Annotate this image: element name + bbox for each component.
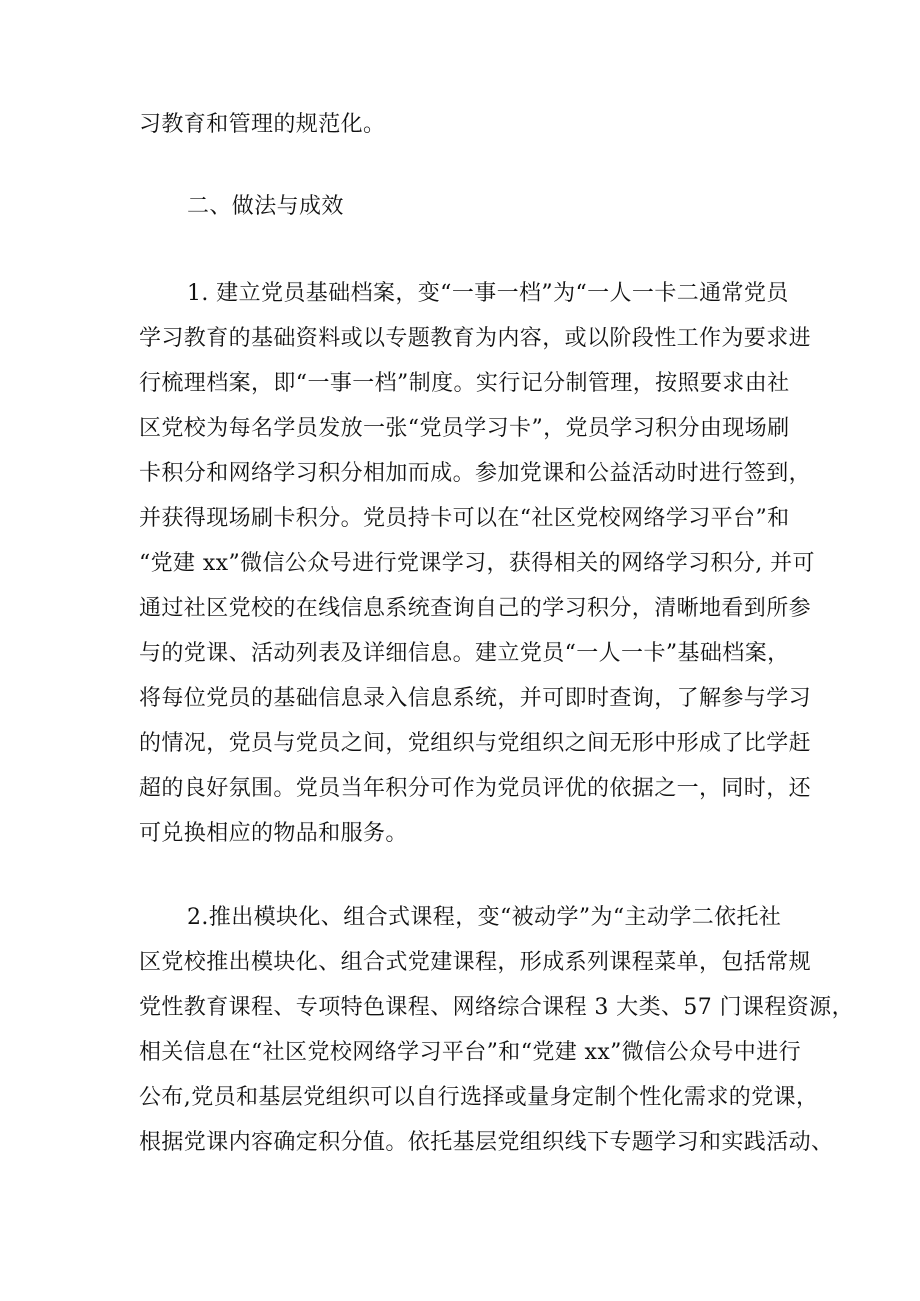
- intro-tail-line: 习教育和管理的规范化。: [139, 112, 386, 137]
- paragraph-line: 可兑换相应的物品和服务。: [139, 821, 408, 846]
- paragraph-line: 学习教育的基础资料或以专题教育为内容，或以阶段性工作为要求进: [139, 326, 812, 351]
- paragraph-line: 通过社区党校的在线信息系统查询自己的学习积分，清晰地看到所参: [139, 596, 812, 621]
- paragraph-line: 行梳理档案，即“一事一档”制度。实行记分制管理，按照要求由社: [139, 371, 790, 396]
- paragraph-line: 区党校推出模块化、组合式党建课程，形成系列课程菜单，包括常规: [139, 950, 812, 975]
- paragraph-line: 区党校为每名学员发放一张“党员学习卡”，党员学习积分由现场刷: [139, 416, 790, 441]
- paragraph-line: 根据党课内容确定积分值。依托基层党组织线下专题学习和实践活动、: [139, 1130, 834, 1155]
- paragraph-line: 与的党课、活动列表及详细信息。建立党员“一人一卡”基础档案，: [139, 641, 790, 666]
- paragraph-line: 并获得现场刷卡积分。党员持卡可以在“社区党校网络学习平台”和: [139, 506, 790, 531]
- paragraph-line: 党性教育课程、专项特色课程、网络综合课程 3 大类、57 门课程资源，: [139, 995, 854, 1020]
- paragraph-line: 将每位党员的基础信息录入信息系统，并可即时查询，了解参与学习: [139, 686, 812, 711]
- paragraph-line: 1. 建立党员基础档案，变“一事一档”为“一人一卡二通常党员: [187, 281, 789, 306]
- paragraph-line: 的情况，党员与党员之间，党组织与党组织之间无形中形成了比学赶: [139, 731, 812, 756]
- paragraph-line: 2.推出模块化、组合式课程，变“被动学”为“主动学二依托社: [187, 905, 782, 930]
- paragraph-line: 卡积分和网络学习积分相加而成。参加党课和公益活动时进行签到，: [139, 461, 812, 486]
- paragraph-line: 超的良好氛围。党员当年积分可作为党员评优的依据之一，同时，还: [139, 776, 812, 801]
- paragraph-line: 相关信息在“社区党校网络学习平台”和“党建 xx”微信公众号中进行: [139, 1040, 801, 1065]
- section-heading: 二、做法与成效: [187, 194, 344, 219]
- paragraph-line: 公布,党员和基层党组织可以自行选择或量身定制个性化需求的党课，: [139, 1085, 819, 1110]
- paragraph-line: “党建 xx”微信公众号进行党课学习，获得相关的网络学习积分, 并可: [139, 551, 815, 576]
